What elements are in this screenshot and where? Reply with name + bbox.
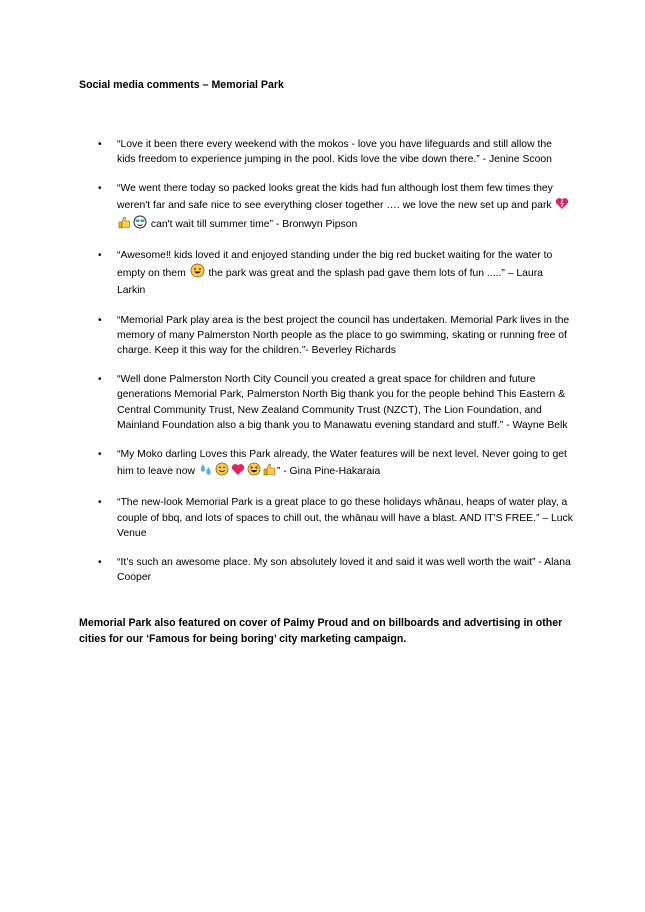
comment-text: “It’s such an awesome place. My son absolutely loved it and said it was well worth the wait” - Alana Cooper (117, 557, 571, 584)
page-title: Social media comments – Memorial Park (79, 79, 284, 91)
heart-icon (555, 197, 569, 215)
comment-text-before: “My Moko darling Loves this Park already, the Water features will be next level. Never going to get him to leave now (117, 449, 567, 478)
comment-text-after: the park was great and the splash pad gave them lots of fun .....” – Laura Larkin (117, 268, 543, 297)
comment-text: “The new-look Memorial Park is a great place to go these holidays whānau, heaps of water play, a couple of bbq, and lots of spaces to chill out, the whānau will have a blast. AND IT'S FREE.” – Luck Venue (117, 497, 573, 539)
grinning-face-icon (190, 263, 205, 283)
comment-text-after: can't wait till summer time” - Bronwyn Pipson (148, 218, 358, 230)
comment-text: “Love it been there every weekend with the mokos - love you have lifeguards and still allow the kids freedom to experience jumping in the pool. Kids love the vibe down there.” - Jenine Scoon (117, 139, 552, 166)
bullet-icon: • (98, 449, 102, 461)
comment-text-before: “We went there today so packed looks great the kids had fun although lost them few times they weren't far and safe nice to see everything closer together …. we love the new set up and park (117, 183, 555, 211)
comment-text: “Well done Palmerston North City Council you created a great space for children and future generations Memorial Park, Palmerston North Big thank you for the people behind This Eastern & Central Community Trust, New Zealand Community Trust (NZCT), The Lion Foundation, and Mainland Foundation also a big thank you to Manawatu evening standard and stuff.” - Wayne Belk (117, 374, 568, 431)
comment-item (79, 555, 573, 585)
bullet-icon: • (98, 183, 102, 195)
comment-text: “Memorial Park play area is the best project the council has undertaken. Memorial Park lives in the memory of many Palmerston North people as the place to go swimming, skating or running free of charge. Keep it this way for the children.”- Beverley Richards (117, 314, 570, 357)
heart-icon (231, 463, 245, 481)
comment-item (79, 495, 573, 541)
bullet-icon: • (98, 139, 102, 150)
thumbs-up-icon (118, 216, 131, 234)
comment-text-after: ” - Gina Pine-Hakaraia (276, 466, 381, 478)
bullet-icon: • (98, 497, 102, 509)
bullet-icon: • (98, 250, 102, 262)
comment-item (79, 447, 573, 481)
comment-item (79, 313, 573, 359)
comments-list (79, 137, 573, 599)
bullet-icon: • (98, 557, 102, 569)
comment-item (79, 137, 573, 167)
comment-item (79, 372, 573, 433)
bullet-icon: • (98, 374, 102, 386)
comment-item (79, 181, 573, 234)
bullet-icon: • (98, 314, 102, 326)
comment-item (79, 248, 573, 299)
footer-note: Memorial Park also featured on cover of Palmy Proud and on billboards and advertising in other cities for our ‘Famous for being boring’ city marketing campaign. (79, 617, 563, 645)
sweat-drops-icon (199, 463, 213, 481)
sunglasses-face-icon (133, 215, 147, 234)
thumbs-up-icon (263, 463, 276, 481)
comment-text-before: “Awesome‼ kids loved it and enjoyed standing under the big red bucket waiting for the water to empty on them (117, 250, 553, 280)
grinning-squint-icon (247, 462, 261, 481)
smiling-face-icon (215, 462, 229, 481)
